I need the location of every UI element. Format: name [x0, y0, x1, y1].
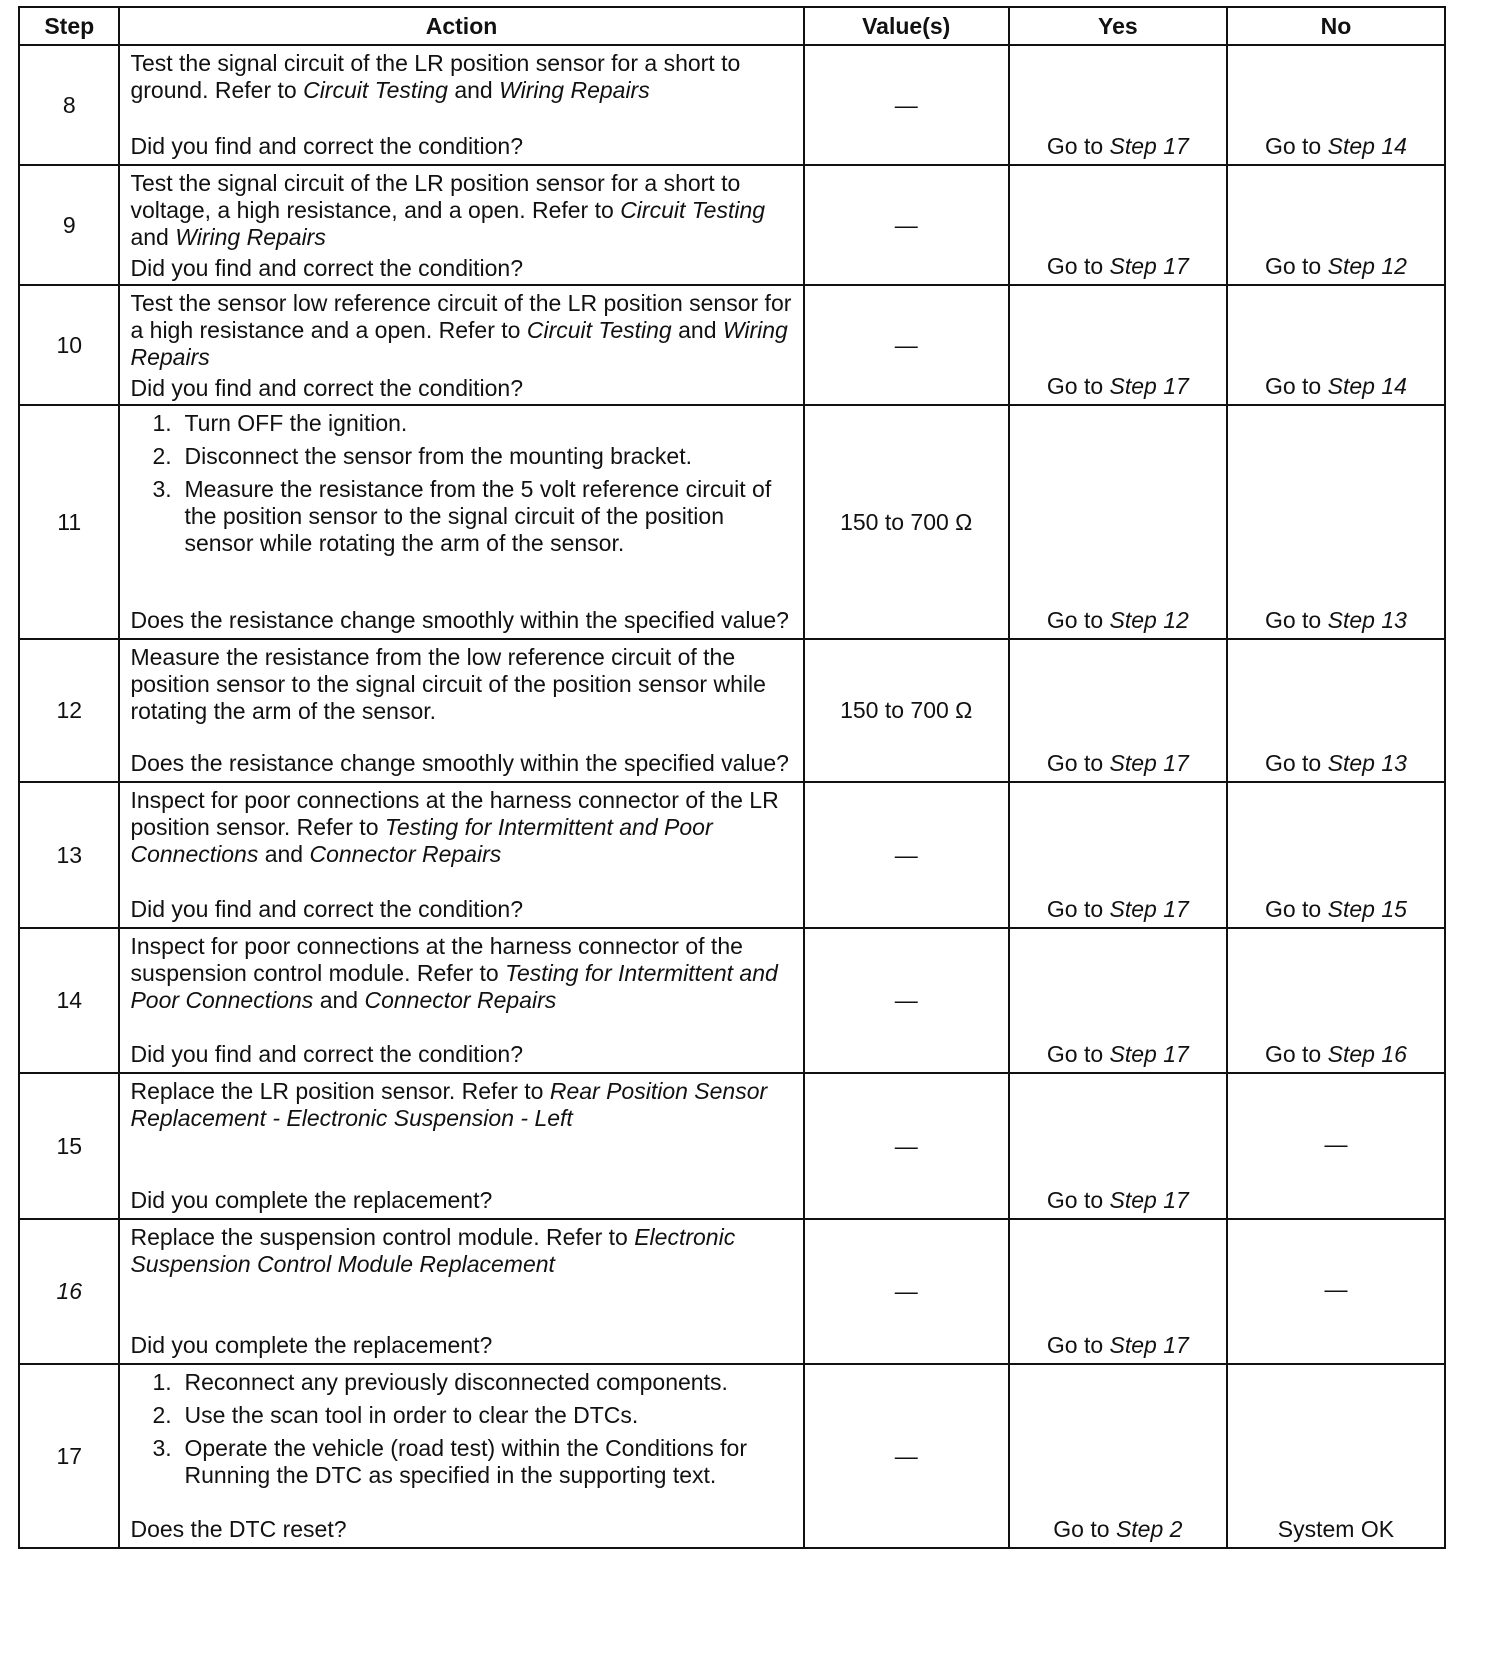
action-question: Did you complete the replacement?: [130, 1187, 493, 1213]
no-cell: —: [1227, 1073, 1445, 1219]
reference-link: Testing for Intermittent and Poor Connections: [130, 814, 713, 867]
substep-list: [130, 1369, 794, 1495]
no-cell: Go to Step 13: [1227, 639, 1445, 782]
yes-cell: Go to Step 17: [1009, 285, 1227, 405]
value-cell: —: [804, 1073, 1009, 1219]
header-values: Value(s): [804, 7, 1009, 45]
table-row-step-17: [19, 1364, 1445, 1548]
action-question: Did you find and correct the condition?: [130, 1041, 523, 1067]
reference-link: Connector Repairs: [364, 987, 557, 1013]
action-cell: [119, 1364, 803, 1548]
step-number: 13: [19, 782, 119, 928]
action-cell: [119, 285, 803, 405]
substep: 3. Operate the vehicle (road test) within the Conditions for Running the DTC as specified in the supporting text.: [152, 1435, 747, 1488]
table-row-step-11: [19, 405, 1445, 639]
action-cell: [119, 165, 803, 285]
reference-link: Wiring Repairs: [499, 77, 650, 103]
no-cell: Go to Step 14: [1227, 45, 1445, 165]
step-number: 16: [19, 1219, 119, 1364]
no-cell: —: [1227, 1219, 1445, 1364]
header-step: Step: [19, 7, 119, 45]
yes-cell: Go to Step 2: [1009, 1364, 1227, 1548]
substep: 2. Use the scan tool in order to clear the DTCs.: [152, 1402, 639, 1428]
table-row-step-16: [19, 1219, 1445, 1364]
action-question: Does the resistance change smoothly within the specified value?: [130, 607, 789, 633]
reference-link: Rear Position Sensor Replacement - Electronic Suspension - Left: [130, 1078, 768, 1131]
action-cell: [119, 45, 803, 165]
no-cell: System OK: [1227, 1364, 1445, 1548]
substep: 1. Turn OFF the ignition.: [152, 410, 408, 436]
reference-link: Wiring Repairs: [175, 224, 326, 250]
value-cell: —: [804, 1364, 1009, 1548]
yes-cell: Go to Step 12: [1009, 405, 1227, 639]
no-cell: Go to Step 13: [1227, 405, 1445, 639]
header-row: [19, 7, 1445, 45]
diagnostic-table: [18, 6, 1446, 1549]
substep: 1. Reconnect any previously disconnected components.: [152, 1369, 728, 1395]
reference-link: Electronic Suspension Control Module Replacement: [130, 1224, 736, 1277]
action-question: Does the DTC reset?: [130, 1516, 347, 1542]
action-cell: [119, 1219, 803, 1364]
action-question: Did you complete the replacement?: [130, 1332, 493, 1358]
value-cell: 150 to 700 Ω: [804, 405, 1009, 639]
action-question: Does the resistance change smoothly within the specified value?: [130, 750, 789, 776]
table-row-step-10: [19, 285, 1445, 405]
action-text: Measure the resistance from the low reference circuit of the position sensor to the signal circuit of the position sensor while rotating the arm of the sensor.: [130, 644, 766, 724]
reference-link: Circuit Testing: [303, 77, 448, 103]
action-cell: [119, 639, 803, 782]
yes-cell: Go to Step 17: [1009, 1073, 1227, 1219]
substep: 2. Disconnect the sensor from the mounting bracket.: [152, 443, 692, 469]
reference-link: Connector Repairs: [309, 841, 502, 867]
header-no: No: [1227, 7, 1445, 45]
action-text: Inspect for poor connections at the harness connector of the LR position sensor. Refer to Testing for Intermittent and Poor Connections and Connector Repairs: [130, 787, 779, 867]
action-text: Inspect for poor connections at the harness connector of the suspension control module. Refer to Testing for Intermittent and Poor Connections and Connector Repairs: [130, 933, 778, 1013]
table-row-step-12: [19, 639, 1445, 782]
table-row-step-14: [19, 928, 1445, 1073]
step-number: 14: [19, 928, 119, 1073]
action-question: Did you find and correct the condition?: [130, 375, 523, 401]
substep-list: [130, 410, 794, 563]
action-text: Replace the LR position sensor. Refer to Rear Position Sensor Replacement - Electronic Suspension - Left: [130, 1078, 768, 1131]
header-action: Action: [119, 7, 803, 45]
value-cell: 150 to 700 Ω: [804, 639, 1009, 782]
reference-link: Circuit Testing: [620, 197, 766, 223]
value-cell: —: [804, 45, 1009, 165]
step-number: 12: [19, 639, 119, 782]
action-cell: [119, 782, 803, 928]
step-number: 9: [19, 165, 119, 285]
step-number: 10: [19, 285, 119, 405]
value-cell: —: [804, 782, 1009, 928]
yes-cell: Go to Step 17: [1009, 45, 1227, 165]
action-text: Test the sensor low reference circuit of the LR position sensor for a high resistance and a open. Refer to Circuit Testing and Wiring Repairs: [130, 290, 792, 370]
table-row-step-13: [19, 782, 1445, 928]
action-text: Test the signal circuit of the LR position sensor for a short to ground. Refer to Circuit Testing and Wiring Repairs: [130, 50, 741, 103]
yes-cell: Go to Step 17: [1009, 1219, 1227, 1364]
yes-cell: Go to Step 17: [1009, 165, 1227, 285]
value-cell: —: [804, 285, 1009, 405]
step-number: 17: [19, 1364, 119, 1548]
substep: 3. Measure the resistance from the 5 volt reference circuit of the position sensor to the signal circuit of the position sensor while rotating the arm of the sensor.: [152, 476, 772, 556]
yes-cell: Go to Step 17: [1009, 639, 1227, 782]
value-cell: —: [804, 1219, 1009, 1364]
table-row-step-15: [19, 1073, 1445, 1219]
reference-link: Circuit Testing: [526, 317, 672, 343]
no-cell: Go to Step 15: [1227, 782, 1445, 928]
action-cell: [119, 928, 803, 1073]
action-question: Did you find and correct the condition?: [130, 896, 523, 922]
action-text: Replace the suspension control module. Refer to Electronic Suspension Control Module Replacement: [130, 1224, 736, 1277]
reference-link: Testing for Intermittent and Poor Connections: [130, 960, 778, 1013]
step-number: 15: [19, 1073, 119, 1219]
action-cell: [119, 1073, 803, 1219]
action-cell: [119, 405, 803, 639]
header-yes: Yes: [1009, 7, 1227, 45]
step-number: 11: [19, 405, 119, 639]
action-question: Did you find and correct the condition?: [130, 255, 523, 281]
action-text: Test the signal circuit of the LR position sensor for a short to voltage, a high resistance, and a open. Refer to Circuit Testing and Wiring Repairs: [130, 170, 766, 250]
step-number: 8: [19, 45, 119, 165]
value-cell: —: [804, 165, 1009, 285]
yes-cell: Go to Step 17: [1009, 782, 1227, 928]
table-row-step-8: [19, 45, 1445, 165]
no-cell: Go to Step 16: [1227, 928, 1445, 1073]
no-cell: Go to Step 14: [1227, 285, 1445, 405]
yes-cell: Go to Step 17: [1009, 928, 1227, 1073]
action-question: Did you find and correct the condition?: [130, 133, 523, 159]
value-cell: —: [804, 928, 1009, 1073]
no-cell: Go to Step 12: [1227, 165, 1445, 285]
reference-link: Wiring Repairs: [130, 317, 788, 370]
table-row-step-9: [19, 165, 1445, 285]
